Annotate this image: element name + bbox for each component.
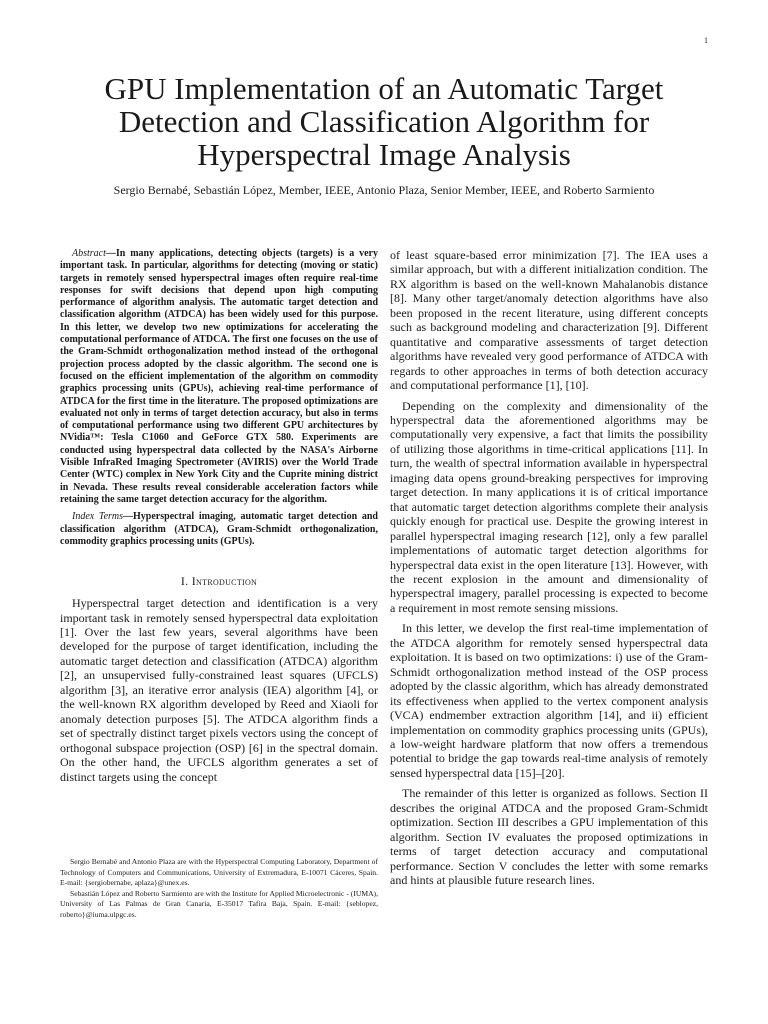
index-terms-lead: Index Terms <box>72 511 124 523</box>
intro-paragraph-3: In this letter, we develop the first real-time implementation of the ATDCA algorithm for remotely sensed hyperspectral data exploitation. It is based on two optimizations: i) use of the Gram-Schmidt orthogonalization method instead of the OSP process adopted by the classic algorithm, which has already demonstrated its effectiveness when applied to the vertex component analysis (VCA) endmember extraction algorithm [14], and ii) efficient implementation on commodity graphics processing units (GPUs), a low-weight hardware platform that now offers a tremendous potential to bridge the gap towards real-time analysis of remotely sensed hyperspectral data [15]–[20]. <box>390 621 708 780</box>
page-number: 1 <box>704 36 708 45</box>
index-terms <box>60 511 378 548</box>
left-column <box>60 248 378 784</box>
abstract-text: —In many applications, detecting objects (targets) is a very important task. In particular, algorithms for detecting (moving or static) targets in remotely sensed hyperspectral images often require real-time responses for swift decisions that depend upon high computing performance of algorithm analysis. The automatic target detection and classification algorithm (ATDCA) has been widely used for this purpose. In this letter, we develop two new optimizations for accelerating the computational performance of ATDCA. The first one focuses on the use of the Gram-Schmidt orthogonalization method instead of the orthogonal projection process adopted by the classic algorithm. The second one is focused on the efficient implementation of the algorithm on commodity graphics processing units (GPUs), achieving real-time performance of ATDCA for the first time in the literature. The proposed optimizations are evaluated not only in terms of target detection accuracy, but also in terms of computational performance using two different GPU architectures by NVidia™: Tesla C1060 and GeForce GTX 580. Experiments are conducted using hyperspectral data collected by the NASA's Airborne Visible InfraRed Imaging Spectrometer (AVIRIS) over the World Trade Center (WTC) complex in New York City and the Cuprite mining district in Nevada. These results reveal considerable acceleration factors while retaining the same target detection accuracy for the algorithm. <box>60 248 378 505</box>
footnote-affiliation-2: Sebastián López and Roberto Sarmiento are with the Institute for Applied Microelectronic - (IUMA), University of Las Palmas de Gran Canaria, E-35017 Tafira Baja, Spain. E-mail: {seblopez, roberto}@iuma.ulpgc.es. <box>60 888 378 919</box>
index-terms-text: —Hyperspectral imaging, automatic target detection and classification algorithm (ATDCA), Gram-Schmidt orthogonalization, commodity graphics processing units (GPUs). <box>60 511 378 547</box>
author-list: Sergio Bernabé, Sebastián López, Member, IEEE, Antonio Plaza, Senior Member, IEEE, and Roberto Sarmiento <box>113 183 655 197</box>
abstract <box>60 248 378 506</box>
right-column <box>390 248 708 893</box>
abstract-lead: Abstract <box>72 248 106 259</box>
footnotes <box>60 857 378 920</box>
section-heading-introduction: I. Introduction <box>180 574 258 589</box>
intro-paragraph-4: The remainder of this letter is organized as follows. Section II describes the original ATDCA and the proposed Gram-Schmidt optimization. Section III describes a GPU implementation of this algorithm. Section IV evaluates the proposed optimizations in terms of target detection accuracy and computational performance. Section V concludes the letter with some remarks and hints at plausible future research lines. <box>390 786 708 888</box>
intro-paragraph-continued: of least square-based error minimization [7]. The IEA uses a similar approach, but with a different initialization condition. The RX algorithm is based on the well-known Mahalanobis distance [8]. Many other target/anomaly detection algorithms have also been proposed in the recent literature, using different concepts such as background modeling and characterization [9]. Different quantitative and comparative assessments of target detection algorithms have revealed very good performance of ATDCA with regards to other approaches in terms of both detection accuracy and computational performance [1], [10]. <box>390 248 708 393</box>
intro-paragraph-1: Hyperspectral target detection and identification is a very important task in remotely sensed hyperspectral data exploitation [1]. Over the last few years, several algorithms have been developed for the purpose of target identification, including the automatic target detection and classification (ATDCA) algorithm [2], an unsupervised fully-constrained least squares (UFCLS) algorithm [3], an iterative error analysis (IEA) algorithm [4], or the well-known RX algorithm developed by Reed and Xiaoli for anomaly detection purposes [5]. The ATDCA algorithm finds a set of spectrally distinct target pixels vectors using the concept of orthogonal subspace projection (OSP) [6] in the spectral domain. On the other hand, the UFCLS algorithm generates a set of distinct targets using the concept <box>60 596 378 784</box>
paper-title: GPU Implementation of an Automatic Target Detection and Classification Algorithm for Hyperspectral Image Analysis <box>104 71 664 172</box>
intro-paragraph-2: Depending on the complexity and dimensionality of the hyperspectral data the aforementioned algorithms may be computationally very expensive, a fact that limits the possibility of utilizing those algorithms in time-critical applications [11]. In turn, the wealth of spectral information available in hyperspectral imaging data opens ground-breaking perspectives for improving target detection. In many applications it is of critical importance that automatic target detection algorithms complete their analysis quickly enough for practical use. Despite the growing interest in parallel hyperspectral imaging research [12], only a few parallel implementations of automatic target detection algorithms for hyperspectral data exist in the open literature [13]. However, with the recent explosion in the amount and dimensionality of hyperspectral imagery, parallel processing is expected to become a requirement in most remote sensing missions. <box>390 398 708 615</box>
footnote-affiliation-1: Sergio Bernabé and Antonio Plaza are with the Hyperspectral Computing Laboratory, Department of Technology of Computers and Communications, University of Extremadura, E-10071 Cáceres, Spain. E-mail: {sergiobernabe, aplaza}@unex.es. <box>60 857 378 887</box>
